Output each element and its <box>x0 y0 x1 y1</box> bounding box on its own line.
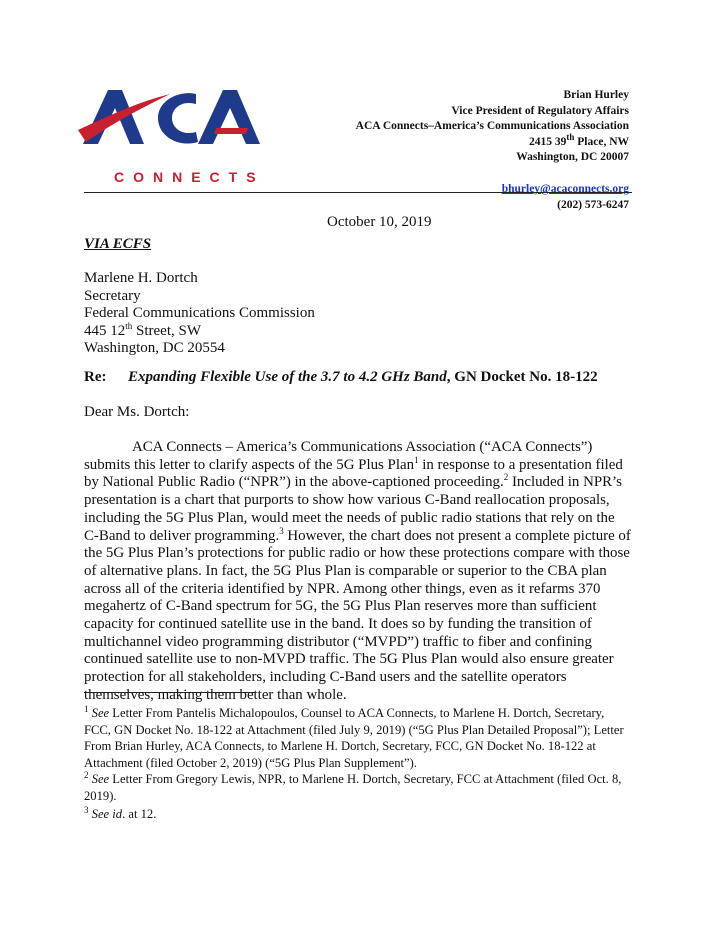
logo-subtext: CONNECTS <box>114 169 265 185</box>
footnote-3-num: 3 <box>84 804 89 815</box>
sender-org: ACA Connects–America’s Communications Association <box>355 120 629 133</box>
footnote-3-see: See id <box>91 807 123 821</box>
via-ecfs: VIA ECFS <box>84 236 152 252</box>
footnote-3-text: . at 12. <box>122 807 157 821</box>
recipient-name: Marlene H. Dortch <box>84 270 198 286</box>
sender-email-link[interactable]: bhurley@acaconnects.org <box>501 182 629 195</box>
recipient-street-num: 445 12 <box>84 322 126 339</box>
footnote-divider <box>84 692 256 693</box>
sender-phone: (202) 573-6247 <box>557 198 629 211</box>
re-title: Expanding Flexible Use of the 3.7 to 4.2 GHz Band <box>128 369 447 385</box>
footnote-1 <box>84 705 632 771</box>
logo-crossbar-red <box>214 128 248 134</box>
salutation: Dear Ms. Dortch: <box>84 404 190 420</box>
footnote-2-text: Letter From Gregory Lewis, NPR, to Marlene H. Dortch, Secretary, FCC at Attachment (filed Oct. 8, 2019). <box>84 772 622 803</box>
footnote-3 <box>84 806 632 823</box>
body-text-3: Included in NPR’s presentation is a chart that purports to show how various C-Band reallocation proposals, including the 5G Plus Plan, would meet the needs of public radio stations that rely on the C-Band to deliver programming. <box>84 474 622 544</box>
body-text-1: ACA Connects – America’s Communications Association (“ACA Connects”) submits this letter to clarify aspects of the 5G Plus Plan <box>84 439 593 473</box>
footnote-ref-2[interactable]: 2 <box>503 472 509 483</box>
footnote-2 <box>84 771 632 804</box>
sender-street-sup: th <box>566 131 575 142</box>
recipient-street-sup: th <box>125 320 133 331</box>
sender-street-num: 2415 39 <box>529 135 567 148</box>
body-text-2: in response to a presentation filed by National Public Radio (“NPR”) in the above-captioned proceeding. <box>84 456 623 491</box>
sender-street-rest: Place, NW <box>574 135 629 148</box>
recipient-title: Secretary <box>84 287 141 304</box>
recipient-street-rest: Street, SW <box>132 322 202 339</box>
sender-title: Vice President of Regulatory Affairs <box>451 104 629 117</box>
recipient-address <box>84 270 315 358</box>
sender-block <box>356 88 629 213</box>
letter-date: October 10, 2019 <box>327 214 432 230</box>
recipient-street <box>84 320 315 341</box>
sender-name: Brian Hurley <box>563 89 629 101</box>
sender-city: Washington, DC 20007 <box>516 151 629 164</box>
logo-letter-c <box>158 93 198 143</box>
footnote-1-text: Letter From Pantelis Michalopoulos, Counsel to ACA Connects, to Marlene H. Dortch, Secretary, FCC, GN Docket No. 18-122 at Attachment (filed July 9, 2019) (“5G Plus Plan Detailed Proposal”); Letter From Brian Hurley, ACA Connects, to Marlene H. Dortch, Secretary, FCC, GN Docket No. 18-122 at Attachment (filed October 2, 2019) (“5G Plus Plan Supplement”). <box>84 706 624 770</box>
footnote-ref-3[interactable]: 3 <box>279 525 284 536</box>
sender-street <box>356 131 629 151</box>
logo-letter-a2 <box>198 90 260 144</box>
footnote-1-see: See <box>91 706 110 720</box>
footnote-ref-1[interactable]: 1 <box>414 454 419 465</box>
footnote-1-num: 1 <box>84 703 89 714</box>
footnote-2-see: See <box>91 772 110 786</box>
aca-logo-graphic <box>78 82 278 187</box>
letter-body <box>84 439 632 705</box>
header-divider <box>84 192 632 193</box>
re-docket: , GN Docket No. 18-122 <box>446 369 598 385</box>
recipient-org: Federal Communications Commission <box>84 305 315 322</box>
body-text-4: However, the chart does not present a complete picture of the 5G Plus Plan’s protections for public radio or how these protections compare with those of alternative plans. In fact, the 5G Plus Plan is comparable or superior to the CBA plan across all of the criteria identified by NPR. Among other things, even as it refarms 370 megahertz of C-Band spectrum for 5G, the 5G Plus Plan reserves more than sufficient capacity for continued satellite use in the band. It does so by funding the transition of multichannel video programming distributor (“MVPD”) traffic to fiber and confining continued satellite use to non-MVPD traffic. The 5G Plus Plan would also ensure greater protection for all stakeholders, including C-Band users and the satellite operators themselves, making them better than whole. <box>84 527 631 703</box>
aca-connects-logo <box>78 82 278 187</box>
footnote-2-num: 2 <box>84 769 89 780</box>
recipient-city: Washington, DC 20554 <box>84 340 225 357</box>
re-line <box>84 369 598 386</box>
re-label: Re: <box>84 369 107 385</box>
